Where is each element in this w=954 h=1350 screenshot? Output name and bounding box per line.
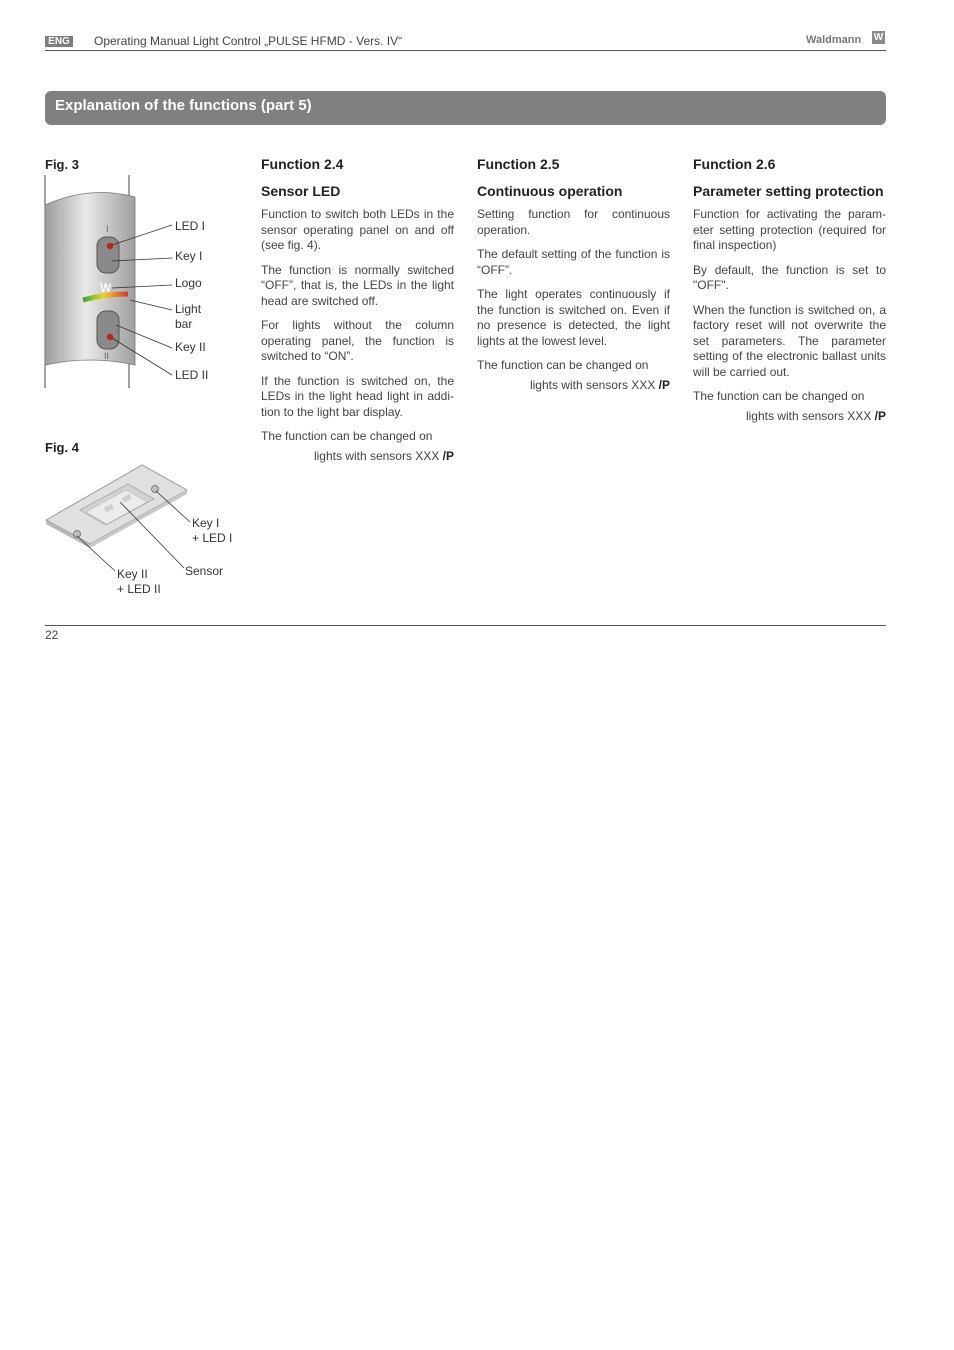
- callout-light-bar-line1: Light: [175, 302, 202, 316]
- callout-fig4-key-1-line2: + LED I: [192, 531, 233, 545]
- callout-fig4-key-2-line1: Key II: [117, 567, 148, 581]
- function-2-6-sensors: [693, 409, 886, 425]
- fig3-illustration: [40, 175, 180, 390]
- function-2-5-sensors: [477, 378, 670, 394]
- function-2-5-number: Function 2.5: [477, 156, 560, 172]
- document-title: Operating Manual Light Control „PULSE HFMD - Vers. IV“: [94, 34, 403, 48]
- function-2-4-title: Sensor LED: [261, 183, 341, 199]
- callout-logo: Logo: [175, 276, 202, 290]
- key-2-button: [97, 311, 119, 349]
- function-2-5-sensors-suffix: /P: [658, 377, 670, 392]
- function-2-6-paragraph: When the function is switched on, a factory reset will not overwrite the set parameters. The parameter setting of the electronic ballast units will be carried out.: [693, 302, 886, 379]
- callout-fig4-key-2-line2: + LED II: [117, 582, 161, 596]
- callout-led-1: LED I: [175, 219, 206, 233]
- function-2-4-paragraph: Function to switch both LEDs in the sensor operating panel on and off (see fig. 4).: [261, 207, 454, 252]
- function-2-5-change-note: The function can be changed on: [477, 358, 649, 372]
- brand-name: Waldmann: [806, 34, 862, 46]
- function-2-6-title: Parameter setting protection: [693, 183, 884, 199]
- fig3-logo-letter: W: [100, 281, 112, 295]
- function-2-4-sensors-suffix: /P: [442, 448, 454, 463]
- function-2-4-paragraph: The function is normally switched “OFF”, that is, the LEDs in the light head are switched off.: [261, 262, 454, 308]
- function-2-4-sensors: [261, 449, 454, 465]
- function-2-4-change-note: The function can be changed on: [261, 429, 433, 443]
- fig4-label: Fig. 4: [45, 440, 79, 455]
- function-2-4-column: [261, 156, 454, 464]
- callout-fig4-key-2: [117, 567, 161, 597]
- brand-logo: W: [873, 32, 884, 43]
- function-2-6-paragraph: By default, the function is set to "OFF".: [693, 262, 886, 292]
- function-2-5-paragraph: Setting function for continuous operation.: [477, 207, 670, 237]
- function-2-6-number: Function 2.6: [693, 156, 776, 172]
- callout-fig4-key-1-line1: Key I: [192, 516, 220, 530]
- page-number: 22: [45, 628, 59, 642]
- footer-rule: [45, 625, 886, 626]
- function-2-4-paragraph: For lights without the column operating panel, the function is switched to “ON”.: [261, 318, 454, 363]
- callout-fig4-key-1: [192, 516, 232, 546]
- fig3-roman-two: II: [104, 351, 110, 361]
- function-2-6-paragraph: Function for activating the param-eter setting protection (required for final inspection): [693, 207, 886, 252]
- fig3-roman-one: I: [106, 224, 109, 234]
- callout-fig4-sensor: Sensor: [185, 564, 224, 578]
- function-2-5-title: Continuous operation: [477, 183, 623, 199]
- callout-key-2: Key II: [175, 340, 206, 354]
- function-2-5-sensors-text: lights with sensors XXX: [529, 377, 659, 392]
- function-2-5-column: [477, 156, 670, 393]
- function-2-4-sensors-text: lights with sensors XXX: [313, 448, 443, 463]
- function-2-5-paragraph: The default setting of the function is “OFF”.: [477, 247, 670, 277]
- section-banner: Explanation of the functions (part 5): [45, 91, 886, 125]
- function-2-5-paragraph: The light operates continuously if the function is switched on. Even if no presence is detected, the light lights at the lowest level.: [477, 287, 670, 348]
- language-badge: ENG: [45, 36, 73, 47]
- callout-key-1: Key I: [175, 249, 203, 263]
- function-2-6-sensors-suffix: /P: [874, 408, 886, 423]
- header-rule: [45, 50, 886, 51]
- function-2-6-sensors-text: lights with sensors XXX: [745, 408, 875, 423]
- function-2-6-column: [693, 156, 886, 424]
- function-2-4-number: Function 2.4: [261, 156, 344, 172]
- function-2-4-paragraph: If the function is switched on, the LEDs in the light head light in addi-tion to the light bar display.: [261, 373, 454, 419]
- fig3-label: Fig. 3: [45, 157, 79, 172]
- key-1-button: [97, 237, 119, 273]
- callout-led-2: LED II: [175, 368, 209, 382]
- callout-light-bar-line2: bar: [175, 317, 193, 331]
- fig4-key-1-led: [152, 486, 159, 493]
- led-2-indicator: [107, 334, 113, 340]
- led-1-indicator: [107, 243, 113, 249]
- function-2-6-change-note: The function can be changed on: [693, 389, 865, 403]
- callout-light-bar: [175, 302, 201, 332]
